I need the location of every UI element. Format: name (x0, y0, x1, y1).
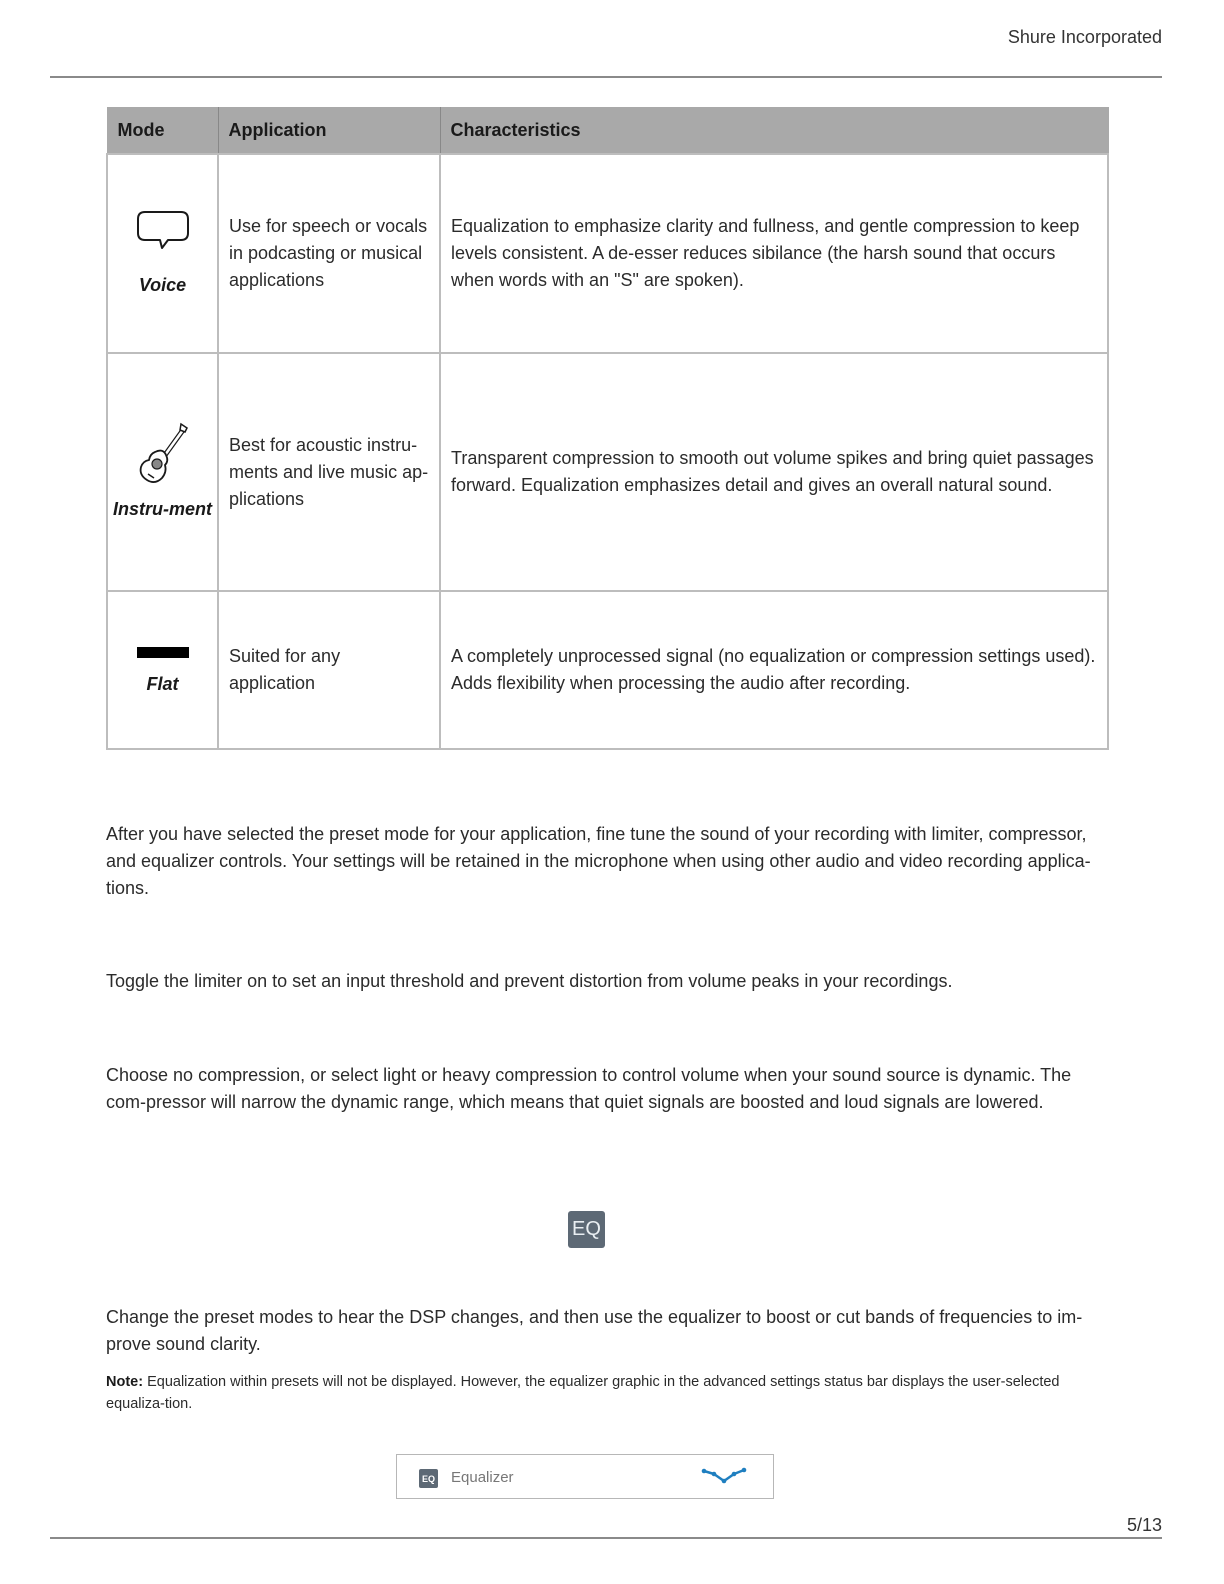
table-row (107, 154, 1108, 353)
fine-tune-paragraph: After you have selected the preset mode for your application, fine tune the sound of your recording with limiter, compressor, and equalizer controls. Your settings will be retained in the microphone when using other audio and video recording applica-tions. (106, 824, 1091, 898)
speech-bubble-icon (135, 208, 191, 266)
mode-label-voice: Voice (138, 275, 187, 295)
equalizer-paragraph: Change the preset modes to hear the DSP changes, and then use the equalizer to boost or cut bands of frequencies to im-prove sound clarity. (106, 1307, 1083, 1354)
characteristics-cell: Transparent compression to smooth out volume spikes and bring quiet passages forward. Equalization emphasizes detail and gives an overall natural sound. (440, 353, 1108, 591)
mode-label-flat: Flat (146, 673, 179, 694)
guitar-icon (135, 422, 191, 490)
header-company-name: Shure Incorporated (1007, 27, 1162, 47)
note-paragraph (106, 1371, 1106, 1415)
application-cell: Best for acoustic instru-ments and live music ap-plications (218, 353, 440, 591)
header-application: Application (218, 108, 440, 155)
table-row (107, 353, 1108, 591)
mode-label-instrument: Instru-ment (113, 498, 212, 519)
header-mode: Mode (107, 108, 218, 155)
preset-modes-table (106, 107, 1109, 750)
note-text: Equalization within presets will not be displayed. However, the equalizer graphic in the advanced settings status bar displays the user-selected equaliza-tion. (106, 1374, 1060, 1412)
eq-curve-icon (700, 1465, 748, 1489)
header-divider (50, 76, 1162, 78)
characteristics-cell: A completely unprocessed signal (no equalization or compression settings used). Adds flexibility when processing the audio after recording. (440, 591, 1108, 749)
equalizer-status-bar[interactable] (396, 1454, 774, 1499)
limiter-paragraph: Toggle the limiter on to set an input threshold and prevent distortion from volume peaks in your recordings. (106, 971, 953, 991)
mode-cell-flat (107, 591, 218, 749)
mode-cell-voice (107, 154, 218, 353)
flat-line-icon (135, 643, 191, 665)
eq-mini-icon: EQ (419, 1469, 438, 1488)
table-row (107, 591, 1108, 749)
page-number: 5/13 (1126, 1515, 1162, 1535)
application-cell: Use for speech or vocals in podcasting or musical applications (218, 154, 440, 353)
characteristics-cell: Equalization to emphasize clarity and fullness, and gentle compression to keep levels consistent. A de-esser reduces sibilance (the harsh sound that occurs when words with an "S" are spoken). (440, 154, 1108, 353)
mode-cell-instrument (107, 353, 218, 591)
footer-divider (50, 1537, 1162, 1539)
equalizer-label: Equalizer (451, 1469, 514, 1486)
table-header-row (107, 108, 1108, 155)
application-cell: Suited for any application (218, 591, 440, 749)
header-characteristics: Characteristics (440, 108, 1108, 155)
eq-icon: EQ (568, 1211, 605, 1248)
note-label: Note: (106, 1374, 144, 1390)
compressor-paragraph: Choose no compression, or select light or heavy compression to control volume when your sound source is dynamic. The com-pressor will narrow the dynamic range, which means that quiet signals are boosted and loud signals are lowered. (106, 1065, 1072, 1112)
